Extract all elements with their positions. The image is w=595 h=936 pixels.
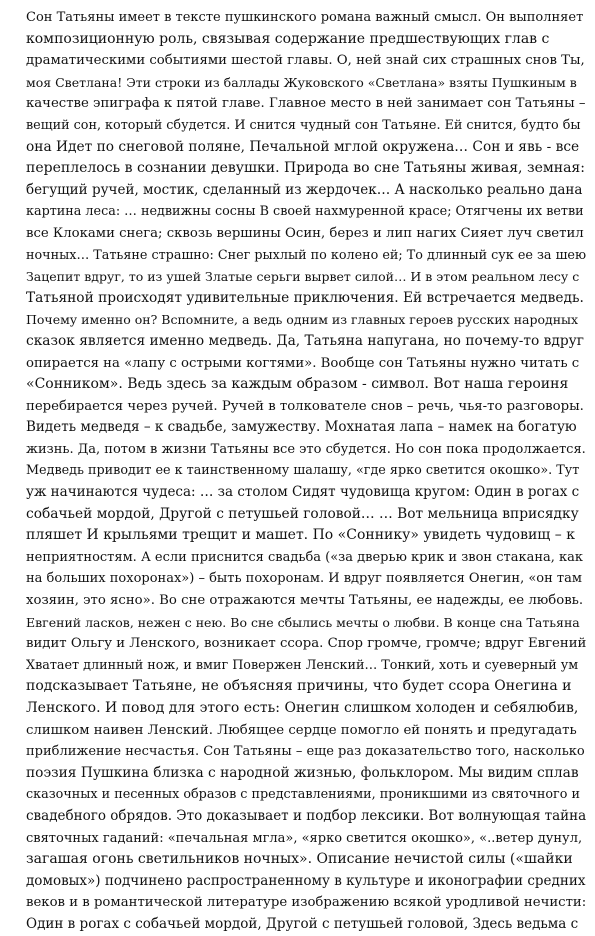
text-line: загашая огонь светильников ночных». Описание нечистой силы («шайки bbox=[26, 851, 573, 868]
text-line: Хватает длинный нож, и вмиг Повержен Ленский… Тонкий, хоть и суеверный ум bbox=[26, 657, 579, 673]
text-line: веков и в романтической литературе изображению всякой уродливой нечисти: bbox=[26, 895, 586, 911]
text-line: бегущий ручей, мостик, сделанный из жердочек… А насколько реально дана bbox=[26, 181, 583, 198]
text-line: сказок является именно медведь. Да, Татьяна напугана, но почему-то вдруг bbox=[26, 332, 584, 349]
text-line: Медведь приводит ее к таинственному шалашу, «где ярко светится окошко». Тут bbox=[26, 463, 580, 479]
text-line: неприятностям. А если приснится свадьба («за дверью крик и звон стакана, как bbox=[26, 549, 584, 565]
text-line: хозяин, это ясно». Во сне отражаются мечты Татьяны, ее надежды, ее любовь. bbox=[26, 593, 584, 609]
text-line: Евгений ласков, нежен с нею. Во сне сбылись мечты о любви. В конце сна Татьяна bbox=[26, 614, 580, 630]
text-line: поэзия Пушкина близка с народной жизнью, фольклором. Мы видим сплав bbox=[26, 764, 579, 781]
text-line: Сон Татьяны имеет в тексте пушкинского романа важный смысл. Он выполняет bbox=[26, 10, 584, 25]
text-line: святочных гаданий: «печальная мгла», «ярко светится окошко», «..ветер дунул, bbox=[26, 830, 583, 846]
text-line: она Идет по снеговой поляне, Печальной мглой окружена… Сон и явь - все bbox=[26, 138, 580, 155]
text-line: уж начинаются чудеса: … за столом Сидят чудовища кругом: Один в рогах с bbox=[26, 484, 580, 501]
text-line: моя Светлана! Эти строки из баллады Жуковского «Светлана» взяты Пушкиным в bbox=[26, 74, 577, 90]
text-line: сказочных и песенных образов с представлениями, проникшими из святочного и bbox=[26, 787, 580, 803]
text-line: подсказывает Татьяне, не объясняя причины, что будет ссора Онегина и bbox=[26, 678, 572, 695]
text-line: Татьяной происходят удивительные приключения. Ей встречается медведь. bbox=[26, 289, 584, 306]
text-line: качестве эпиграфа к пятой главе. Главное место в ней занимает сон Татьяны – bbox=[26, 96, 586, 112]
text-line: жизнь. Да, потом в жизни Татьяны все это сбудется. Но сон пока продолжается. bbox=[26, 441, 586, 457]
text-line: перебирается через ручей. Ручей в толкователе снов – речь, чья-то разговоры. bbox=[26, 398, 584, 414]
text-line: картина леса: … недвижны сосны В своей нахмуренной красе; Отягчены их ветви bbox=[26, 204, 584, 220]
text-line: пляшет И крыльями трещит и машет. По «Соннику» увидеть чудовищ – к bbox=[26, 527, 575, 544]
text-line: слишком наивен Ленский. Любящее сердце помогло ей понять и предугадать bbox=[26, 722, 577, 738]
text-line: ночных… Татьяне страшно: Снег рыхлый по колено ей; То длинный сук ее за шею bbox=[26, 247, 586, 263]
text-line: композиционную роль, связывая содержание предшествующих глав с bbox=[26, 30, 550, 47]
text-line: опирается на «лапу с острыми когтями». Вообще сон Татьяны нужно читать с bbox=[26, 355, 580, 371]
essay-text bbox=[26, 7, 586, 936]
text-line: все Клоками снега; сквозь вершины Осин, берез и лип нагих Сияет луч светил bbox=[26, 225, 584, 241]
text-line: драматическими событиями шестой главы. О, ней знай сих страшных снов Ты, bbox=[26, 53, 585, 69]
text-line: приближение несчастья. Сон Татьяны – еще раз доказательство того, насколько bbox=[26, 744, 585, 760]
text-line: Один в рогах с собачьей мордой, Другой с петушьей головой, Здесь ведьма с bbox=[26, 915, 579, 932]
text-line: видит Ольгу и Ленского, возникает ссора. Спор громче, громче; вдруг Евгений bbox=[26, 636, 586, 652]
text-line: вещий сон, который сбудется. И снится чудный сон Татьяне. Ей снится, будто бы bbox=[26, 117, 581, 133]
text-line: свадебного обрядов. Это доказывает и подбор лексики. Вот волнующая тайна bbox=[26, 807, 586, 824]
text-line: Видеть медведя – к свадьбе, замужеству. Мохнатая лапа – намек на богатую bbox=[26, 419, 577, 436]
text-line: Ленского. И повод для этого есть: Онегин слишком холоден и себялюбив, bbox=[26, 700, 579, 716]
text-line: Почему именно он? Вспомните, а ведь одним из главных героев русских народных bbox=[26, 312, 579, 328]
text-line: переплелось в сознании девушки. Природа во сне Татьяны живая, земная: bbox=[26, 160, 585, 177]
text-line: домовых») подчинено распространенному в культуре и иконографии средних bbox=[26, 872, 586, 889]
text-line: на больших похоронах») – быть похоронам. И вдруг появляется Онегин, «он там bbox=[26, 571, 582, 587]
text-line: Зацепит вдруг, то из ушей Златые серьги вырвет силой… И в этом реальном лесу с bbox=[26, 269, 580, 285]
text-line: собачьей мордой, Другой с петушьей головой… … Вот мельница вприсядку bbox=[26, 505, 579, 522]
text-line: «Сонником». Ведь здесь за каждым образом - символ. Вот наша героиня bbox=[26, 376, 569, 393]
